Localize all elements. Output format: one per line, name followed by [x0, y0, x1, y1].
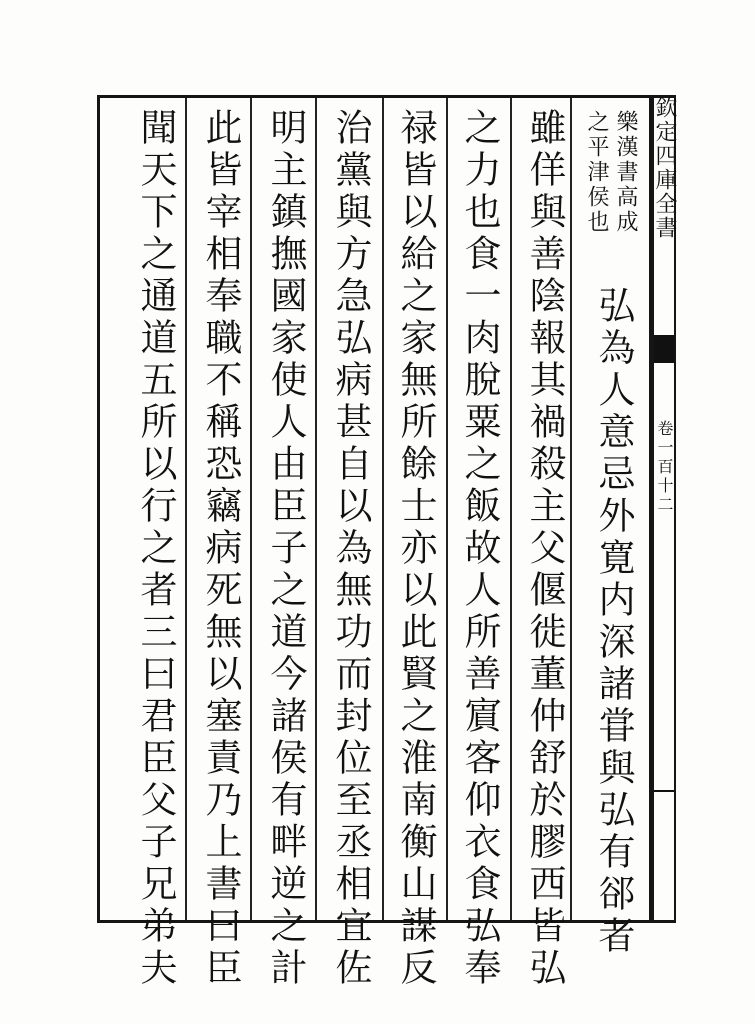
margin-volume-number: 卷一百十二: [655, 420, 674, 515]
text-column-4: 禄皆以給之家無所餘士亦以此賢之淮南衡山謀反: [394, 108, 437, 990]
annotation-line-1: 樂漢書高成: [613, 110, 638, 235]
text-column-8: 聞天下之通道五所以行之者三曰君臣父子兄弟夫: [134, 108, 177, 990]
column-divider: [510, 98, 512, 920]
column-divider: [570, 98, 572, 920]
text-column-7: 此皆宰相奉職不稱恐竊病死無以塞責乃上書曰臣: [199, 108, 242, 990]
text-column-5: 治黨與方急弘病甚自以為無功而封位至丞相宜佐: [329, 108, 372, 990]
column-divider: [250, 98, 252, 920]
column-divider: [315, 98, 317, 920]
fish-tail-mark: [654, 335, 674, 363]
column-divider: [382, 98, 384, 920]
annotation-line-2: 之平津侯也: [584, 110, 609, 235]
margin-tick-mark: [654, 790, 674, 792]
page-frame: [97, 95, 652, 923]
column-divider: [446, 98, 448, 920]
text-column-1: 弘為人意忌外寛内深諸甞與弘有郤者: [592, 286, 635, 958]
text-column-3: 之力也食一肉脫粟之飯故人所善賔客仰衣食弘奉: [458, 108, 501, 990]
text-column-2: 雖佯與善陰報其禍殺主父偃徙董仲舒於膠西皆弘: [523, 108, 566, 990]
column-divider: [185, 98, 187, 920]
text-column-6: 明主鎮撫國家使人由臣子之道今諸侯有畔逆之計: [264, 108, 307, 990]
margin-book-title: 欽定四庫全書: [652, 96, 677, 240]
